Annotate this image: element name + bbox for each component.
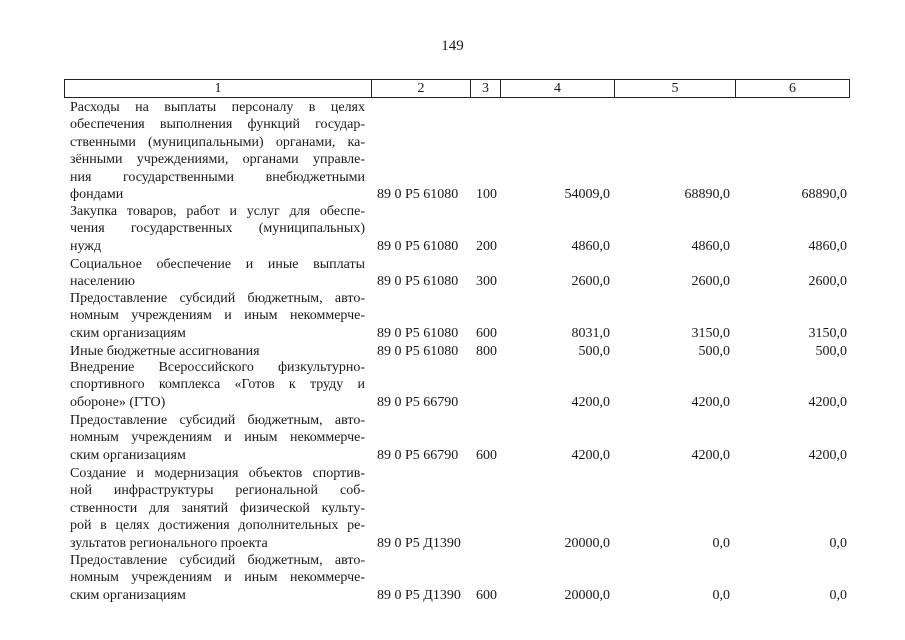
value-col-5: 4200,0 (691, 394, 730, 410)
description-line: Закупка товаров, работ и услуг для обеспе- (70, 204, 365, 219)
description-line: Создание и модернизация объектов спортив- (70, 466, 365, 481)
budget-code: 89 0 Р5 Д1390 (377, 535, 461, 551)
table-row (0, 99, 905, 203)
value-col-5: 4860,0 (691, 238, 730, 254)
budget-code: 89 0 Р5 61080 (377, 186, 459, 202)
description-line: ственности для занятий физической культу- (70, 500, 365, 516)
row-description (70, 256, 365, 291)
description-line: зультатов регионального проекта (70, 535, 268, 551)
table-row (0, 203, 905, 255)
expense-type: 600 (476, 325, 497, 341)
expense-type: 200 (476, 238, 497, 254)
description-line: чения государственных (муниципальных) (70, 221, 365, 237)
expense-type: 800 (476, 343, 497, 359)
row-description (70, 412, 365, 464)
description-line: рой в целях достижения дополнительных ре- (70, 518, 365, 534)
value-col-4: 4200,0 (571, 394, 610, 410)
description-line: Иные бюджетные ассигнования (70, 344, 260, 359)
value-col-6: 4200,0 (808, 394, 847, 410)
value-col-6: 4860,0 (808, 238, 847, 254)
expense-type: 100 (476, 186, 497, 202)
description-line: зёнными учреждениями, органами управле- (70, 152, 365, 168)
value-col-5: 68890,0 (684, 186, 730, 202)
description-line: ским организациям (70, 447, 186, 463)
description-line: обеспечения выполнения функций государ- (70, 117, 365, 133)
description-line: Предоставление субсидий бюджетным, авто- (70, 553, 365, 568)
header-col-2: 2 (372, 80, 471, 97)
value-col-4: 54009,0 (564, 186, 610, 202)
description-line: номным учреждениям и иным некоммерче- (70, 308, 365, 324)
budget-code: 89 0 Р5 61080 (377, 238, 459, 254)
budget-code: 89 0 Р5 61080 (377, 325, 459, 341)
table-row (0, 465, 905, 552)
value-col-6: 0,0 (829, 535, 847, 551)
value-col-5: 0,0 (712, 535, 730, 551)
row-description (70, 203, 365, 255)
value-col-4: 4860,0 (571, 238, 610, 254)
description-line: Расходы на выплаты персоналу в целях (70, 100, 365, 115)
expense-type: 600 (476, 447, 497, 463)
value-col-4: 20000,0 (564, 587, 610, 603)
value-col-4: 2600,0 (571, 274, 610, 290)
description-line: ния государственными внебюджетными (70, 169, 365, 185)
value-col-6: 3150,0 (808, 325, 847, 341)
description-line: ной инфраструктуры региональной соб- (70, 483, 365, 499)
budget-code: 89 0 Р5 66790 (377, 447, 459, 463)
row-description (70, 99, 365, 203)
value-col-4: 20000,0 (564, 535, 610, 551)
description-line: ственными (муниципальными) органами, ка- (70, 134, 365, 150)
budget-code: 89 0 Р5 61080 (377, 274, 459, 290)
description-line: Социальное обеспечение и иные выплаты (70, 257, 365, 272)
value-col-6: 68890,0 (801, 186, 847, 202)
row-description (70, 343, 365, 360)
row-description (70, 552, 365, 604)
value-col-5: 0,0 (712, 587, 730, 603)
row-description (70, 465, 365, 552)
description-line: ским организациям (70, 587, 186, 603)
table-row (0, 256, 905, 291)
table-header (64, 79, 850, 98)
description-line: обороне» (ГТО) (70, 394, 166, 410)
description-line: Внедрение Всероссийского физкультурно- (70, 360, 365, 375)
header-col-1: 1 (65, 80, 372, 97)
value-col-4: 4200,0 (571, 447, 610, 463)
expense-type: 300 (476, 274, 497, 290)
description-line: номным учреждениям и иным некоммерче- (70, 570, 365, 586)
value-col-5: 500,0 (698, 343, 730, 359)
value-col-4: 500,0 (578, 343, 610, 359)
table-row (0, 359, 905, 411)
value-col-5: 4200,0 (691, 447, 730, 463)
row-description (70, 359, 365, 411)
table-row (0, 290, 905, 342)
description-line: Предоставление субсидий бюджетным, авто- (70, 413, 365, 428)
value-col-5: 3150,0 (691, 325, 730, 341)
description-line: номным учреждениям и иным некоммерче- (70, 430, 365, 446)
description-line: спортивного комплекса «Готов к труду и (70, 377, 365, 393)
budget-code: 89 0 Р5 66790 (377, 394, 459, 410)
header-col-4: 4 (501, 80, 615, 97)
description-line: фондами (70, 187, 124, 203)
value-col-6: 0,0 (829, 587, 847, 603)
page-number: 149 (441, 38, 464, 54)
value-col-6: 4200,0 (808, 447, 847, 463)
table-row (0, 343, 905, 360)
budget-code: 89 0 Р5 61080 (377, 343, 459, 359)
header-col-5: 5 (615, 80, 736, 97)
table-row (0, 412, 905, 464)
header-col-3: 3 (471, 80, 501, 97)
expense-type: 600 (476, 587, 497, 603)
budget-code: 89 0 Р5 Д1390 (377, 587, 461, 603)
value-col-6: 500,0 (815, 343, 847, 359)
description-line: Предоставление субсидий бюджетным, авто- (70, 291, 365, 306)
description-line: ским организациям (70, 325, 186, 341)
row-description (70, 290, 365, 342)
table-row (0, 552, 905, 604)
description-line: нужд (70, 238, 102, 254)
value-col-5: 2600,0 (691, 274, 730, 290)
value-col-4: 8031,0 (571, 325, 610, 341)
value-col-6: 2600,0 (808, 274, 847, 290)
description-line: населению (70, 274, 135, 290)
header-col-6: 6 (789, 81, 796, 96)
